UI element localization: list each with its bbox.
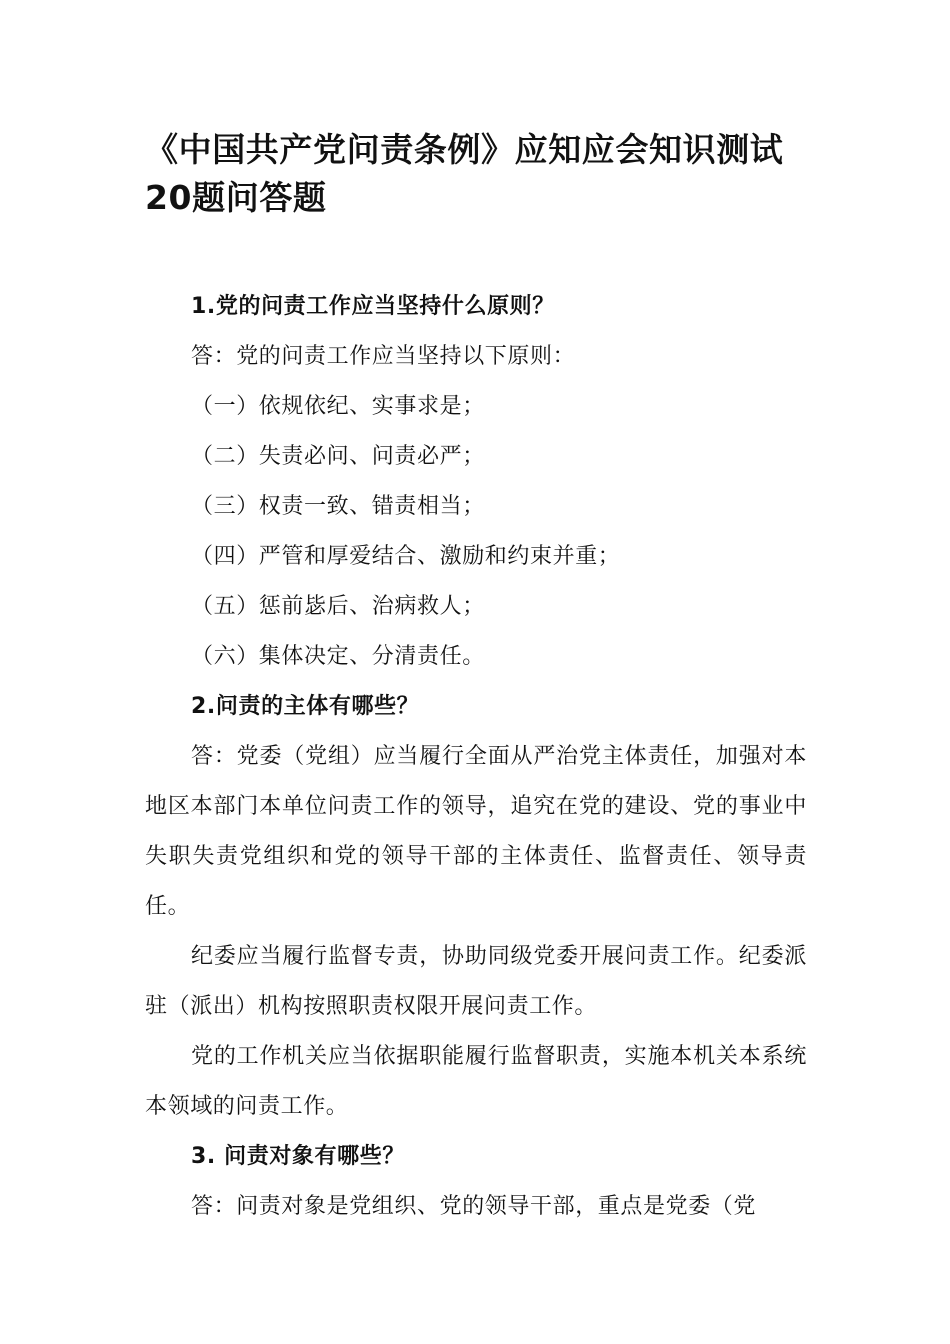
answer-1-item: （三）权责一致、错责相当； (191, 494, 485, 519)
answer-2-paragraph: 答：党委（党组）应当履行全面从严治党主体责任，加强对本地区本部门本单位问责工作的领导，追究在党的建设、党的事业中失职失责党组织和党的领导干部的主体责任、监督责任、领导责任。 (145, 744, 807, 919)
answer-1-item: （二）失责必问、问责必严； (191, 444, 485, 469)
question-3: 3. 问责对象有哪些？ (191, 1144, 405, 1169)
answer-1-item: （一）依规依纪、实事求是； (191, 394, 485, 419)
document-body (145, 282, 807, 1232)
answer-2-paragraph: 纪委应当履行监督专责，协助同级党委开展问责工作。纪委派驻（派出）机构按照职责权限开展问责工作。 (145, 944, 807, 1019)
question-2: 2.问责的主体有哪些？ (191, 694, 420, 719)
answer-1-item: （六）集体决定、分清责任。 (191, 644, 485, 669)
answer-1-intro: 答：党的问责工作应当坚持以下原则： (191, 344, 576, 369)
question-1: 1.党的问责工作应当坚持什么原则？ (191, 294, 555, 319)
answer-3-start: 答：问责对象是党组织、党的领导干部，重点是党委（党 (191, 1194, 757, 1219)
document-title: 《中国共产党问责条例》应知应会知识测试20题问答题 (145, 130, 784, 217)
answer-2-paragraph: 党的工作机关应当依据职能履行监督职责，实施本机关本系统本领域的问责工作。 (145, 1044, 807, 1119)
answer-1-item: （四）严管和厚爱结合、激励和约束并重； (191, 544, 621, 569)
answer-1-item: （五）惩前毖后、治病救人； (191, 594, 485, 619)
